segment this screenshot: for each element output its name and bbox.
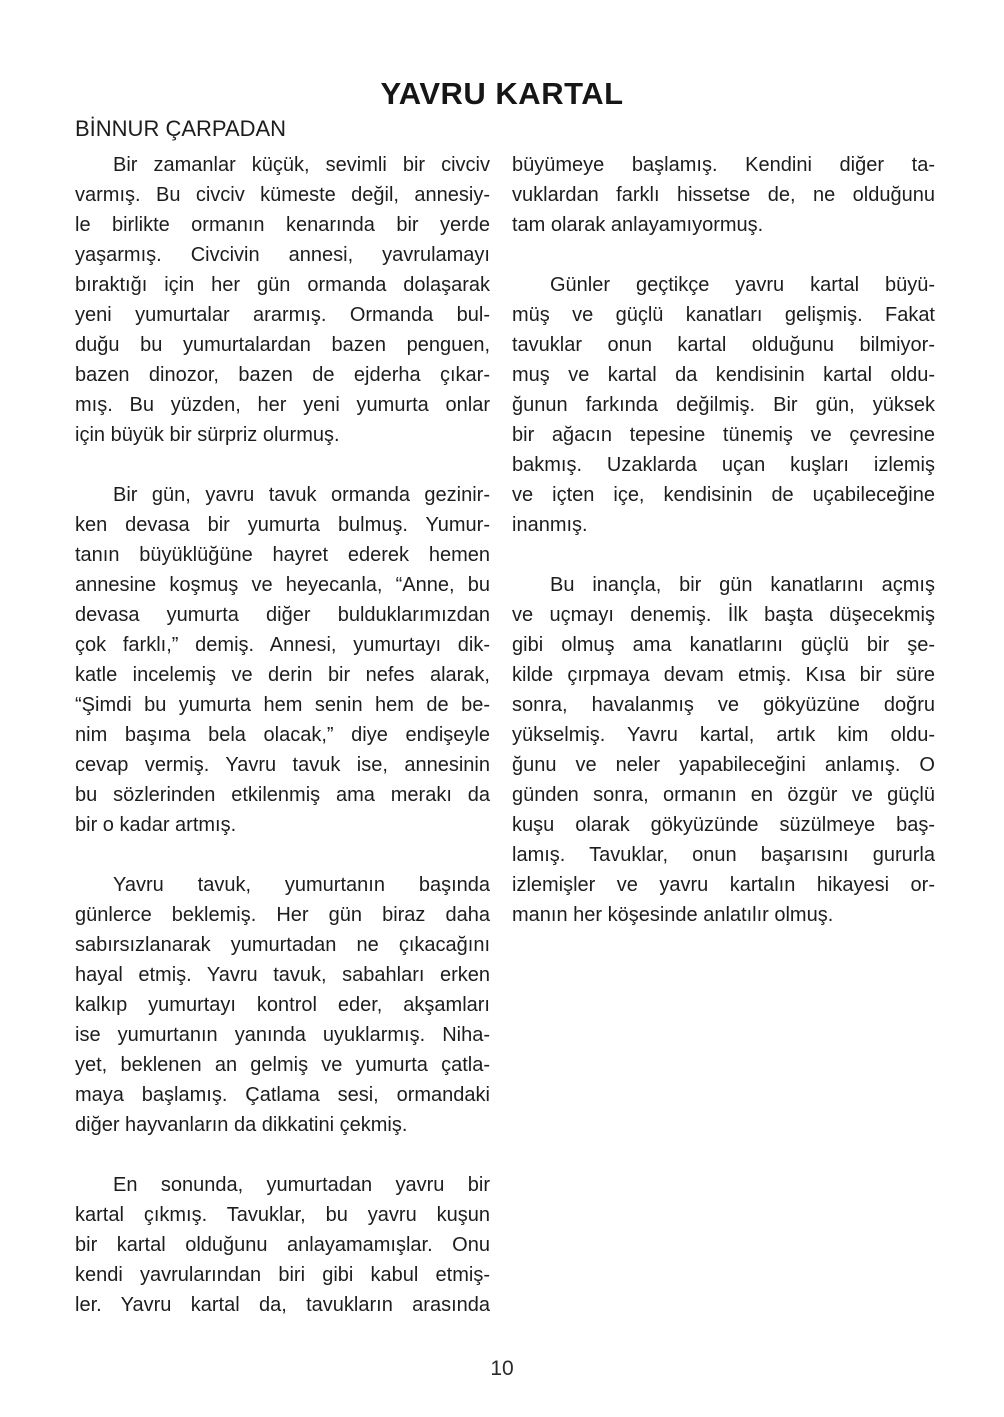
text-line: günlerce beklemiş. Her gün biraz daha — [75, 904, 490, 926]
text-line: Bir gün, yavru tavuk ormanda gezinir- — [113, 484, 490, 506]
column-left — [75, 150, 490, 1320]
page-number: 10 — [490, 1357, 514, 1380]
text-line: ve uçmayı denemiş. İlk başta düşecekmiş — [512, 604, 935, 626]
text-line: yükselmiş. Yavru kartal, artık kim oldu- — [512, 724, 935, 746]
text-line: izlemişler ve yavru kartalın hikayesi or- — [512, 874, 935, 896]
text-line: tanın büyüklüğüne hayret ederek hemen — [75, 544, 490, 566]
page-title: YAVRU KARTAL — [380, 76, 624, 111]
text-line: bazen dinozor, bazen de ejderha çıkar- — [75, 364, 490, 386]
text-line: bu sözlerinden etkilenmiş ama merakı da — [75, 784, 490, 806]
text-line: bir o kadar artmış. — [75, 814, 237, 836]
text-columns — [75, 150, 935, 1320]
text-line: “Şimdi bu yumurta hem senin hem de be- — [75, 694, 490, 716]
text-line: le birlikte ormanın kenarında bir yerde — [75, 214, 490, 236]
text-line: sabırsızlanarak yumurtadan ne çıkacağını — [75, 934, 490, 956]
text-line: tam olarak anlayamıyormuş. — [512, 214, 764, 236]
text-line: ken devasa bir yumurta bulmuş. Yumur- — [75, 514, 490, 536]
text-line: duğu bu yumurtalardan bazen penguen, — [75, 334, 490, 356]
text-line: diğer hayvanların da dikkatini çekmiş. — [75, 1114, 408, 1136]
text-line: kartal çıkmış. Tavuklar, bu yavru kuşun — [75, 1204, 490, 1226]
text-line: bir ağacın tepesine tünemiş ve çevresine — [512, 424, 935, 446]
text-line: manın her köşesinde anlatılır olmuş. — [512, 904, 834, 926]
text-line: için büyük bir sürpriz olurmuş. — [75, 424, 340, 446]
text-line: bıraktığı için her gün ormanda dolaşarak — [75, 274, 490, 296]
text-line: yeni yumurtalar ararmış. Ormanda bul- — [75, 304, 490, 326]
text-line: muş ve kartal da kendisinin kartal oldu- — [512, 364, 935, 386]
paragraph — [75, 870, 490, 1140]
text-line: büyümeye başlamış. Kendini diğer ta- — [512, 154, 935, 176]
text-line: annesine koşmuş ve heyecanla, “Anne, bu — [75, 574, 490, 596]
paragraph — [75, 480, 490, 840]
text-line: kuşu olarak gökyüzünde süzülmeye baş- — [512, 814, 935, 836]
column-right — [512, 150, 935, 930]
text-line: gibi olmuş ama kanatlarını güçlü bir şe- — [512, 634, 935, 656]
text-line: kalkıp yumurtayı kontrol eder, akşamları — [75, 994, 490, 1016]
text-line: katle incelemiş ve derin bir nefes alarak, — [75, 664, 490, 686]
text-line: vuklardan farklı hissetse de, ne olduğunu — [512, 184, 935, 206]
text-line: kilde çırpmaya devam etmiş. Kısa bir süre — [512, 664, 935, 686]
text-line: maya başlamış. Çatlama sesi, ormandaki — [75, 1084, 490, 1106]
text-line: bakmış. Uzaklarda uçan kuşları izlemiş — [512, 454, 935, 476]
paragraph — [75, 1170, 490, 1320]
text-line: inanmış. — [512, 514, 588, 536]
paragraph — [75, 150, 490, 450]
text-line: tavuklar onun kartal olduğunu bilmiyor- — [512, 334, 935, 356]
text-line: ler. Yavru kartal da, tavukların arasında — [75, 1294, 490, 1316]
text-line: varmış. Bu civciv kümeste değil, annesiy- — [75, 184, 490, 206]
text-line: yaşarmış. Civcivin annesi, yavrulamayı — [75, 244, 490, 266]
text-line: hayal etmiş. Yavru tavuk, sabahları erken — [75, 964, 490, 986]
text-line: ve içten içe, kendisinin de uçabileceğine — [512, 484, 935, 506]
text-line: bir kartal olduğunu anlayamamışlar. Onu — [75, 1234, 490, 1256]
text-line: günden sonra, ormanın en özgür ve güçlü — [512, 784, 935, 806]
text-line: ğunun farkında değilmiş. Bir gün, yüksek — [512, 394, 935, 416]
text-line: kendi yavrularından biri gibi kabul etmiş- — [75, 1264, 490, 1286]
text-line: lamış. Tavuklar, onun başarısını gururla — [512, 844, 935, 866]
text-line: sonra, havalanmış ve gökyüzüne doğru — [512, 694, 935, 716]
text-line: nim başıma bela olacak,” diye endişeyle — [75, 724, 490, 746]
text-line: çok farklı,” demiş. Annesi, yumurtayı dik- — [75, 634, 490, 656]
text-line: ise yumurtanın yanında uyuklarmış. Niha- — [75, 1024, 490, 1046]
text-line: müş ve güçlü kanatları gelişmiş. Fakat — [512, 304, 935, 326]
text-line: devasa yumurta diğer bulduklarımızdan — [75, 604, 490, 626]
text-line: cevap vermiş. Yavru tavuk ise, annesinin — [75, 754, 490, 776]
text-line: mış. Bu yüzden, her yeni yumurta onlar — [75, 394, 490, 416]
text-line: Bir zamanlar küçük, sevimli bir civciv — [113, 154, 490, 176]
text-line: ğunu ve neler yapabileceğini anlamış. O — [512, 754, 935, 776]
text-line: En sonunda, yumurtadan yavru bir — [113, 1174, 490, 1196]
paragraph — [512, 570, 935, 930]
text-line: Günler geçtikçe yavru kartal büyü- — [550, 274, 935, 296]
text-line: Bu inançla, bir gün kanatlarını açmış — [550, 574, 935, 596]
text-line: Yavru tavuk, yumurtanın başında — [113, 874, 490, 896]
paragraph — [512, 150, 935, 240]
author-byline: BİNNUR ÇARPADAN — [75, 116, 287, 141]
paragraph — [512, 270, 935, 540]
text-line: yet, beklenen an gelmiş ve yumurta çatla- — [75, 1054, 490, 1076]
